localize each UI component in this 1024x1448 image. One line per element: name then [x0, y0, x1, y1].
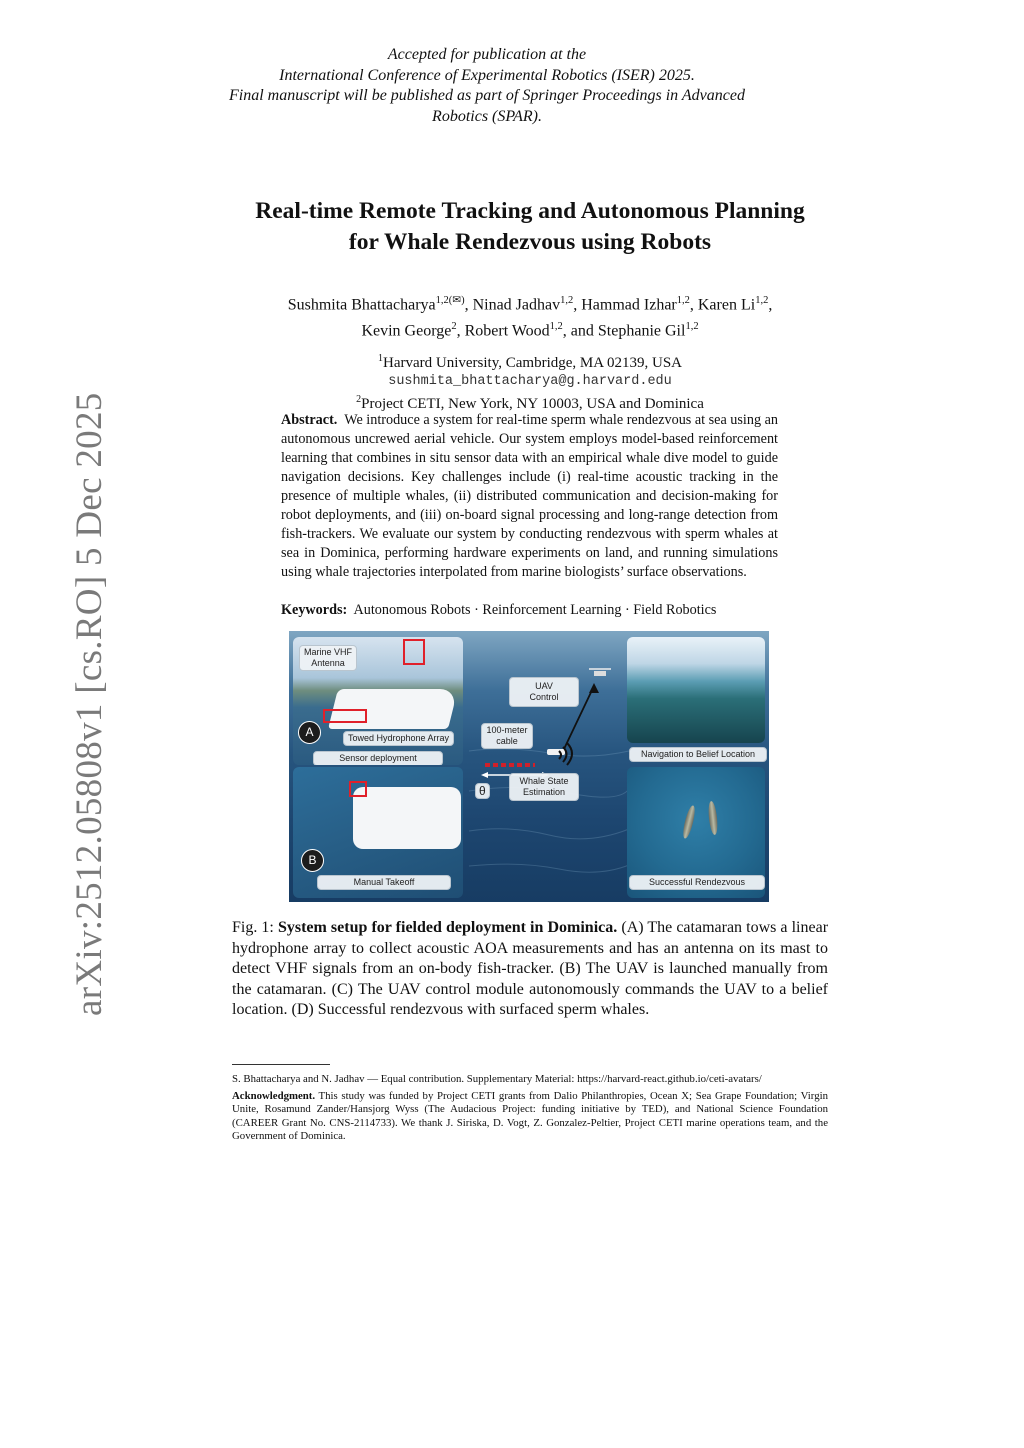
keywords-label: Keywords:	[281, 602, 348, 618]
keywords-text: Autonomous Robots · Reinforcement Learning · Field Robotics	[353, 602, 717, 618]
navigation-label: Navigation to Belief Location	[629, 747, 767, 762]
abstract-label: Abstract.	[281, 412, 338, 428]
acknowledgment	[232, 1090, 828, 1143]
footnotes	[232, 1073, 828, 1147]
title-line-1: Real-time Remote Tracking and Autonomous Planning	[255, 198, 805, 224]
author-affiliation: 1,2	[685, 320, 699, 332]
uav-highlight	[349, 781, 367, 797]
author-line-1	[230, 290, 830, 316]
venue-note	[200, 45, 774, 127]
marine-vhf-label	[299, 645, 357, 671]
sensor-deployment-label: Sensor deployment	[313, 751, 443, 765]
title-line-2: for Whale Rendezvous using Robots	[348, 229, 712, 255]
whale-image	[681, 805, 697, 840]
affiliation-mark: 1	[378, 353, 383, 364]
theta-label: θ	[475, 783, 490, 799]
affiliations	[230, 350, 830, 414]
author-affiliation: 1,2	[676, 295, 690, 306]
venue-line-3: Final manuscript will be published as part of Springer Proceedings in Advanced	[229, 87, 745, 105]
author-affiliation: 1,2	[755, 295, 769, 306]
towed-hydrophone-label: Towed Hydrophone Array	[343, 731, 454, 746]
abstract-text: We introduce a system for real-time sperm whale rendezvous at sea using an autonomous uncrewed aerial vehicle. Our system employs model-based reinforcement learning that combines in situ sensor data with an empirical whale dive model to guide navigation decisions. Key challenges include (i) real-time acoustic tracking in the presence of multiple whales, (ii) distributed communication and decision-making for robot deployments, and (iii) on-board signal processing and long-range detection from fish-trackers. We evaluate our system by conducting rendezvous with sperm whales at sea in Dominica, performing hardware experiments on land, and running simulations using whale trajectories interpolated from marine biologists’ surface observations.	[281, 412, 778, 580]
successful-rendezvous-label: Successful Rendezvous	[629, 875, 765, 890]
arxiv-identifier	[20, 392, 110, 1030]
paper-title	[220, 196, 840, 258]
caption-bold: System setup for fielded deployment in Dominica.	[277, 919, 618, 936]
footnote-rule	[232, 1064, 330, 1065]
author-list	[230, 290, 830, 342]
caption-label: Fig. 1:	[232, 919, 274, 936]
figure-system-setup	[289, 631, 769, 902]
caption-text: (A) The catamaran tows a linear hydrophone array to collect acoustic AOA measurements and has an antenna on its mast to detect VHF signals from an on-body fish-tracker. (B) The UAV is launched manually from the catamaran. (C) The UAV control module autonomously commands the UAV to a belief location. (D) Successful rendezvous with surfaced sperm whales.	[232, 919, 829, 1019]
author-affiliation: 2	[451, 320, 457, 332]
author-affiliation: 1,2	[549, 320, 563, 332]
figure-caption	[232, 918, 828, 1021]
author-name: , and Stephanie Gil	[562, 322, 686, 340]
antenna-highlight	[403, 639, 425, 665]
affiliation-1	[230, 350, 830, 373]
manual-takeoff-label: Manual Takeoff	[317, 875, 451, 890]
ack-label: Acknowledgment.	[232, 1090, 316, 1103]
label-line: cable	[496, 736, 518, 746]
drone-icon	[589, 669, 611, 676]
panel-d-rendezvous	[627, 767, 765, 898]
author-name: , Karen Li	[689, 296, 756, 314]
catamaran-deck-image	[353, 787, 461, 849]
author-name: , Hammad Izhar	[573, 296, 677, 314]
author-name: Sushmita Bhattacharya	[287, 296, 436, 314]
affiliation-mark: 2	[356, 394, 362, 405]
ack-text: This study was funded by Project CETI grants from Dalio Philanthropies, Ocean X; Sea Grape Foundation; Virgin Unite, Rosamund Zander/Hansjorg Wyss (The Audacious Project: funding initiative by TED), and National Science Foundation (CAREER Grant No. CNS-2114733). We thank J. Siriska, D. Vogt, Z. Gonzalez-Peltier, Project CETI marine operations team, and the Government of Dominica.	[232, 1090, 828, 1142]
label-line: Estimation	[522, 787, 566, 797]
venue-line-2: International Conference of Experimental Robotics (ISER) 2025.	[279, 66, 695, 84]
panel-c-navigation	[627, 637, 765, 743]
label-line: UAV	[535, 681, 553, 691]
venue-line-1: Accepted for publication at the	[387, 46, 587, 63]
uav-control-label	[509, 677, 579, 707]
panel-a-catamaran	[293, 637, 463, 765]
author-affiliation: 1,2(✉)	[435, 295, 465, 306]
author-name: Kevin George	[361, 322, 452, 340]
contribution-note: S. Bhattacharya and N. Jadhav — Equal contribution. Supplementary Material: https://harvard-react.github.io/ceti-avatars/	[232, 1073, 762, 1085]
panel-b-tag: B	[301, 849, 324, 872]
author-separator: ,	[768, 296, 773, 314]
contact-email[interactable]: sushmita_bhattacharya@g.harvard.edu	[388, 373, 672, 389]
affiliation-text: Harvard University, Cambridge, MA 02139, USA	[383, 355, 682, 371]
cable-label	[481, 723, 533, 749]
label-line: Antenna	[311, 658, 345, 668]
author-name: , Robert Wood	[456, 322, 550, 340]
label-line: Control	[529, 692, 559, 702]
label-line: Marine VHF	[304, 647, 353, 657]
author-affiliation: 1,2	[560, 295, 574, 306]
whale-image	[707, 801, 719, 836]
abstract	[281, 411, 778, 582]
arxiv-stamp-text: arXiv:2512.05808v1 [cs.RO] 5 Dec 2025	[69, 392, 110, 1016]
uav-arrowhead	[589, 683, 599, 693]
author-name: , Ninad Jadhav	[464, 296, 561, 314]
label-line: Whale State	[519, 776, 569, 786]
keywords	[281, 601, 778, 620]
author-line-2	[230, 316, 830, 342]
venue-line-4: Robotics (SPAR).	[432, 107, 542, 125]
panel-b-manual-takeoff	[293, 767, 463, 898]
small-boat-icon	[547, 749, 565, 755]
panel-a-tag: A	[298, 721, 321, 744]
label-line: 100-meter	[486, 725, 528, 735]
whale-state-label	[509, 773, 579, 801]
hydrophone-highlight	[323, 709, 367, 723]
affiliation-text: Project CETI, New York, NY 10003, USA and Dominica	[361, 396, 704, 412]
